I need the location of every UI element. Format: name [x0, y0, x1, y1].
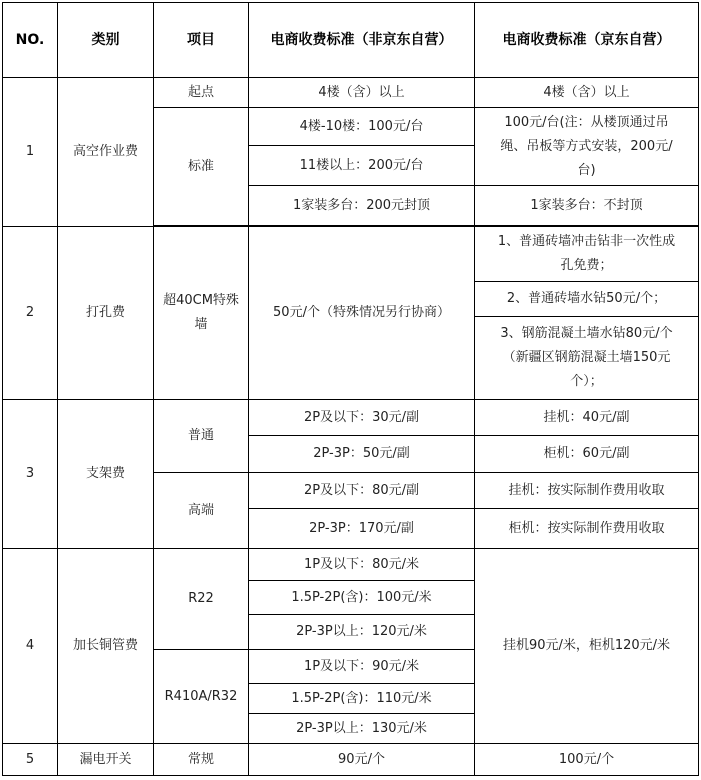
- jd-fee: 挂机：40元/副: [475, 400, 699, 436]
- non-jd-fee: 1.5P-2P(含)：100元/米: [249, 581, 475, 615]
- item-cell: 起点: [154, 78, 249, 108]
- item-cell: 超40CM特殊 墙: [154, 227, 249, 400]
- row-no: 4: [3, 549, 58, 744]
- row-no: 1: [3, 78, 58, 227]
- item-cell: 标准: [154, 108, 249, 226]
- header-jd: 电商收费标准（京东自营）: [475, 3, 699, 78]
- non-jd-fee: 1家装多台：200元封顶: [249, 186, 475, 226]
- header-non-jd: 电商收费标准（非京东自营）: [249, 3, 475, 78]
- jd-fee: 1家装多台：不封顶: [475, 186, 699, 226]
- row-no: 5: [3, 744, 58, 776]
- row-category: 打孔费: [58, 227, 154, 400]
- table-row: [3, 549, 699, 581]
- non-jd-fee: 2P-3P：50元/副: [249, 436, 475, 473]
- non-jd-fee: 2P及以下：80元/副: [249, 473, 475, 509]
- non-jd-fee: 2P-3P以上：130元/米: [249, 714, 475, 744]
- item-cell: 普通: [154, 400, 249, 473]
- non-jd-fee: 1.5P-2P(含)：110元/米: [249, 684, 475, 714]
- jd-fee: 挂机：按实际制作费用收取: [475, 473, 699, 509]
- header-row: [3, 3, 699, 78]
- jd-fee: 柜机：60元/副: [475, 436, 699, 473]
- header-no: NO.: [3, 3, 58, 78]
- item-cell: 高端: [154, 473, 249, 549]
- jd-fee: 柜机：按实际制作费用收取: [475, 509, 699, 549]
- non-jd-fee: 4楼-10楼：100元/台: [249, 108, 475, 146]
- row-no: 2: [3, 227, 58, 400]
- jd-fee: 3、钢筋混凝土墙水钻80元/个 （新疆区钢筋混凝土墙150元 个）；: [475, 317, 699, 400]
- table-row: [3, 78, 699, 108]
- jd-fee: 1、普通砖墙冲击钻非一次性成 孔免费；: [475, 227, 699, 282]
- table-row: [3, 400, 699, 436]
- row-category: 高空作业费: [58, 78, 154, 227]
- non-jd-fee: 1P及以下：90元/米: [249, 650, 475, 684]
- header-category: 类别: [58, 3, 154, 78]
- fee-table: [2, 2, 699, 776]
- non-jd-fee: 11楼以上：200元/台: [249, 146, 475, 186]
- row-category: 加长铜管费: [58, 549, 154, 744]
- non-jd-fee: 2P-3P以上：120元/米: [249, 615, 475, 650]
- jd-fee: 100元/个: [475, 744, 699, 776]
- header-item: 项目: [154, 3, 249, 78]
- jd-fee: 100元/台(注：从楼顶通过吊 绳、吊板等方式安装，200元/ 台): [475, 108, 699, 186]
- non-jd-fee: 2P-3P：170元/副: [249, 509, 475, 549]
- item-cell: R22: [154, 549, 249, 650]
- item-cell: 常规: [154, 744, 249, 776]
- jd-fee: 4楼（含）以上: [475, 78, 699, 108]
- non-jd-fee: 1P及以下：80元/米: [249, 549, 475, 581]
- row-category: 漏电开关: [58, 744, 154, 776]
- jd-fee: 挂机90元/米，柜机120元/米: [475, 549, 699, 744]
- non-jd-fee: 2P及以下：30元/副: [249, 400, 475, 436]
- table-row: [3, 227, 699, 282]
- jd-fee: 2、普通砖墙水钻50元/个；: [475, 282, 699, 317]
- non-jd-fee: 50元/个（特殊情况另行协商）: [249, 227, 475, 400]
- non-jd-fee: 4楼（含）以上: [249, 78, 475, 108]
- row-category: 支架费: [58, 400, 154, 549]
- table-row: [3, 744, 699, 776]
- row-no: 3: [3, 400, 58, 549]
- item-cell: R410A/R32: [154, 650, 249, 744]
- non-jd-fee: 90元/个: [249, 744, 475, 776]
